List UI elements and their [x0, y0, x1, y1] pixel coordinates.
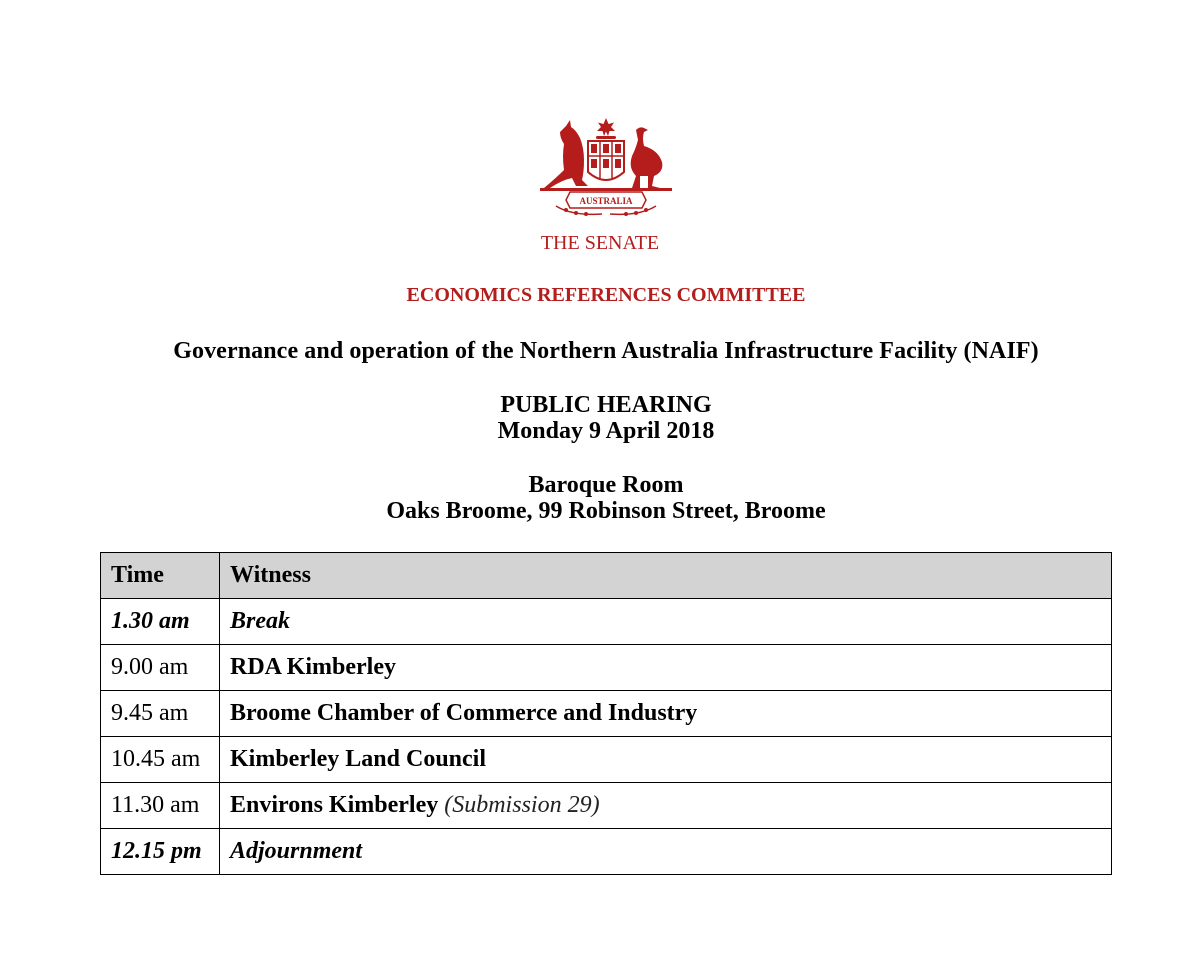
row-time: 1.30 am — [101, 599, 220, 645]
hearing-program-table — [100, 552, 1112, 875]
venue-block — [0, 472, 1200, 524]
table-row — [101, 645, 1112, 691]
crest-motto: AUSTRALIA — [579, 196, 633, 206]
coat-of-arms-icon — [536, 116, 676, 220]
row-witness: Kimberley Land Council — [220, 737, 1112, 783]
row-time: 11.30 am — [101, 783, 220, 829]
venue-address: Oaks Broome, 99 Robinson Street, Broome — [386, 498, 826, 524]
row-time: 9.00 am — [101, 645, 220, 691]
column-header-witness: Witness — [220, 553, 1112, 599]
table-row — [101, 829, 1112, 875]
column-header-time: Time — [101, 553, 220, 599]
inquiry-title: Governance and operation of the Northern Australia Infrastructure Facility (NAIF) — [173, 338, 1039, 364]
row-witness: Broome Chamber of Commerce and Industry — [220, 691, 1112, 737]
hearing-date: Monday 9 April 2018 — [497, 418, 715, 444]
row-time: 12.15 pm — [101, 829, 220, 875]
row-time: 9.45 am — [101, 691, 220, 737]
table-row — [101, 599, 1112, 645]
table-row — [101, 737, 1112, 783]
venue-room: Baroque Room — [528, 472, 684, 498]
submission-note: (Submission 29) — [444, 792, 600, 818]
table-header-row — [101, 553, 1112, 599]
committee-title: ECONOMICS REFERENCES COMMITTEE — [406, 284, 806, 306]
row-witness-cell — [220, 783, 1112, 829]
row-witness: Environs Kimberley — [230, 792, 439, 818]
table-row — [101, 691, 1112, 737]
row-witness: Break — [220, 599, 1112, 645]
row-witness: RDA Kimberley — [220, 645, 1112, 691]
hearing-type: PUBLIC HEARING — [500, 392, 712, 418]
row-time: 10.45 am — [101, 737, 220, 783]
chamber-title: THE SENATE — [540, 232, 660, 254]
row-witness: Adjournment — [220, 829, 1112, 875]
table-row — [101, 783, 1112, 829]
hearing-block — [0, 392, 1200, 444]
